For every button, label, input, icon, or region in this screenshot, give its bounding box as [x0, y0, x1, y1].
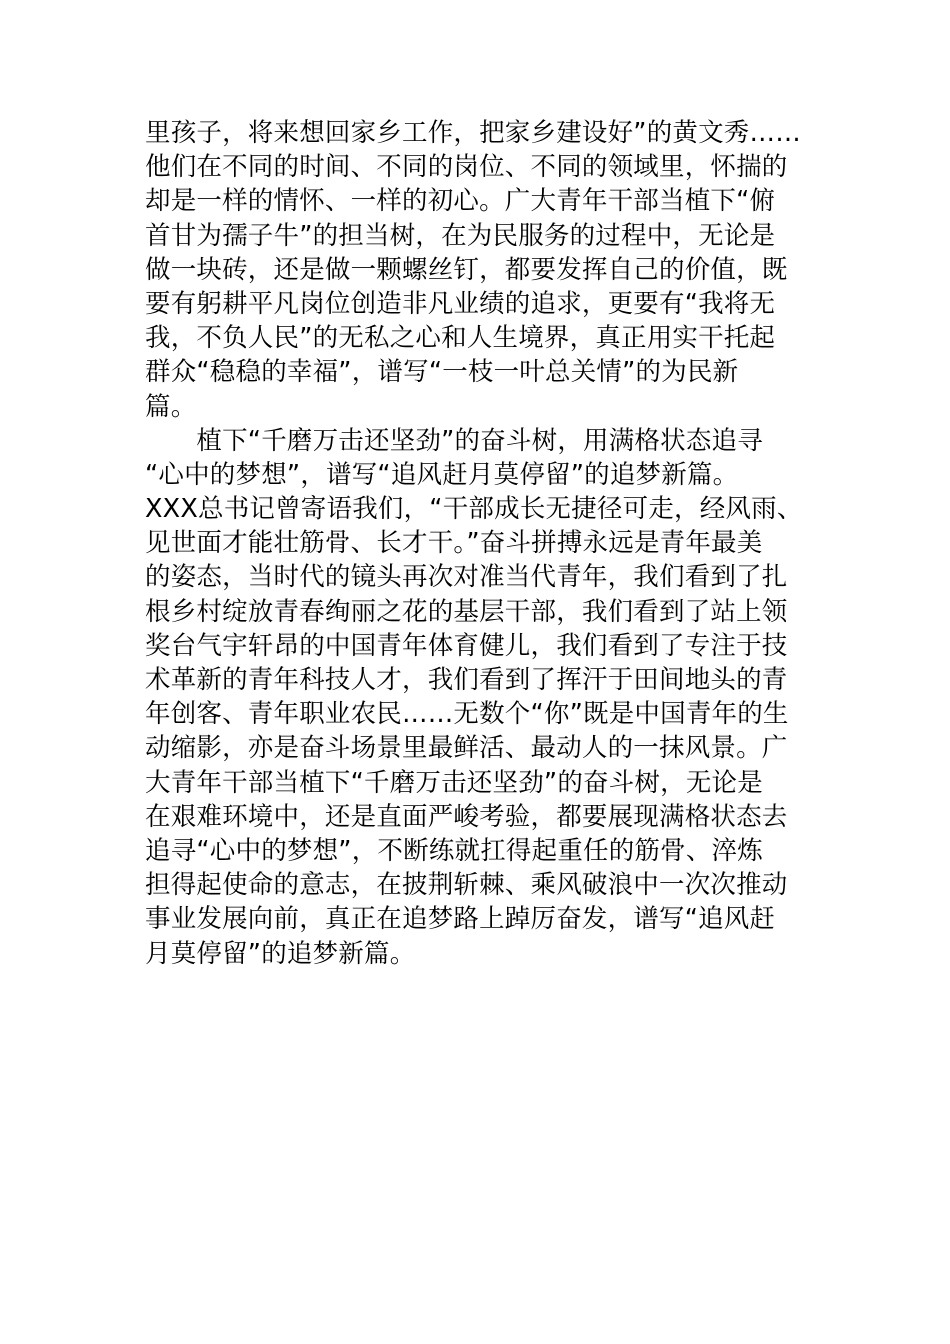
text-line: 大青年干部当植下“千磨万击还坚劲”的奋斗树，无论是: [145, 767, 763, 798]
body-text: [145, 116, 810, 971]
text-line: XXX总书记曾寄语我们，“干部成长无捷径可走，经风雨、: [145, 494, 803, 525]
text-line: 群众“稳稳的幸福”，谱写“一枝一叶总关情”的为民新: [145, 357, 739, 388]
text-line: 做一块砖，还是做一颗螺丝钉，都要发挥自己的价值，既: [145, 254, 788, 285]
text-line: 月莫停留”的追梦新篇。: [145, 938, 416, 969]
text-line: 我，不负人民”的无私之心和人生境界，真正用实干托起: [145, 323, 776, 354]
text-line: 在艰难环境中，还是直面严峻考验，都要展现满格状态去: [145, 801, 788, 832]
text-line: 术革新的青年科技人才，我们看到了挥汗于田间地头的青: [145, 665, 788, 695]
text-line: 的姿态，当时代的镜头再次对准当代青年，我们看到了扎: [145, 562, 788, 593]
text-line: 却是一样的情怀、一样的初心。广大青年干部当植下“俯: [145, 186, 776, 217]
text-line: 要有躬耕平凡岗位创造非凡业绩的追求，更要有“我将无: [145, 288, 776, 319]
text-line: 担得起使命的意志，在披荆斩棘、乘风破浪中一次次推动: [145, 870, 788, 901]
text-line: “心中的梦想”，谱写“追风赶月莫停留”的追梦新篇。: [145, 459, 739, 490]
text-line: 追寻“心中的梦想”，不断练就扛得起重任的筋骨、淬炼: [145, 835, 763, 866]
text-line: 他们在不同的时间、不同的岗位、不同的领域里，怀揣的: [145, 152, 788, 183]
text-line: 里孩子，将来想回家乡工作，把家乡建设好”的黄文秀……: [145, 118, 801, 148]
text-line: 篇。: [145, 391, 197, 422]
text-line: 根乡村绽放青春绚丽之花的基层干部，我们看到了站上领: [145, 596, 788, 627]
text-line: 见世面才能壮筋骨、长才干。”奋斗拼搏永远是青年最美: [145, 528, 763, 559]
text-line: 奖台气宇轩昂的中国青年体育健儿，我们看到了专注于技: [145, 630, 788, 661]
text-line: 年创客、青年职业农民……无数个“你”既是中国青年的生: [145, 699, 789, 730]
text-line: 植下“千磨万击还坚劲”的奋斗树，用满格状态追寻: [145, 425, 763, 456]
text-line: 动缩影，亦是奋斗场景里最鲜活、最动人的一抹风景。广: [145, 733, 788, 764]
text-line: 事业发展向前，真正在追梦路上踔厉奋发，谱写“追风赶: [145, 904, 776, 935]
text-line: 首甘为孺子牛”的担当树，在为民服务的过程中，无论是: [145, 220, 776, 251]
